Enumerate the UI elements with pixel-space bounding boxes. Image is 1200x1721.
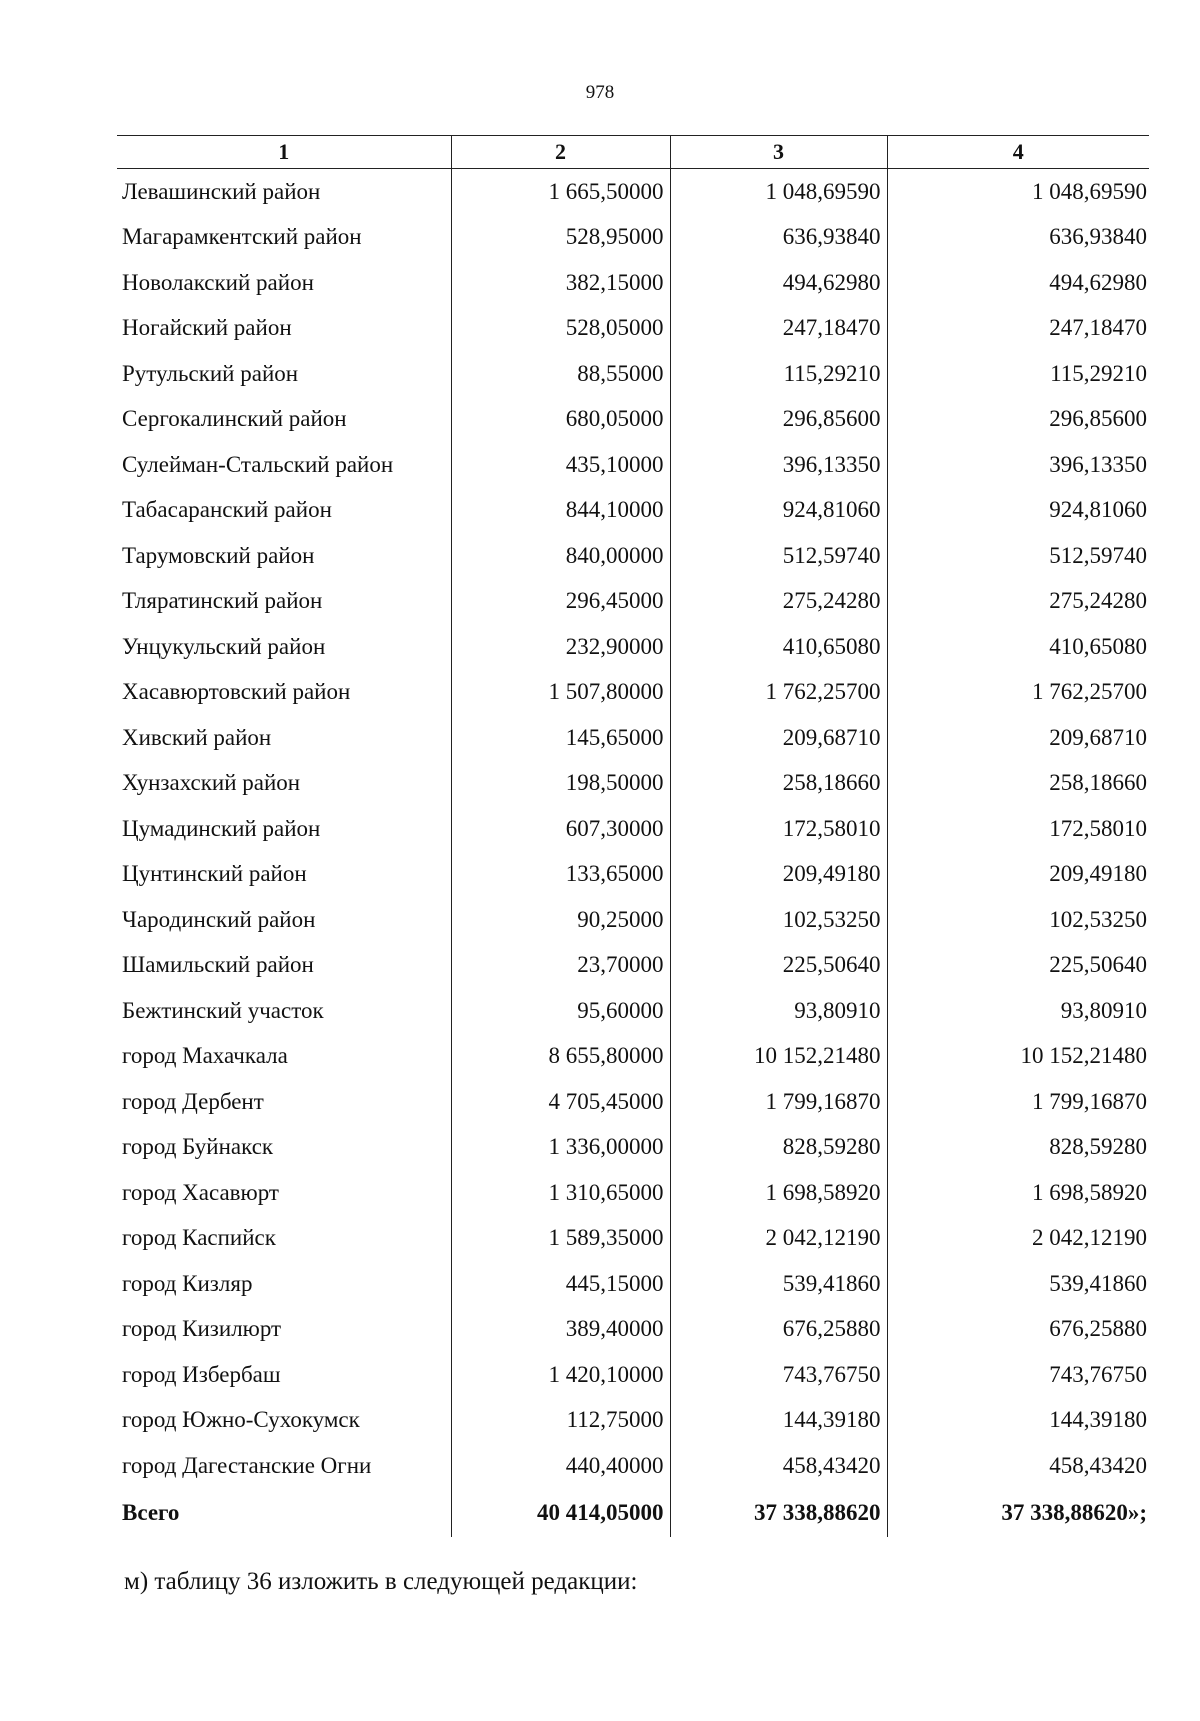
cell-col-2: 435,10000 — [451, 442, 670, 488]
cell-col-2: 88,55000 — [451, 351, 670, 397]
cell-col-2: 232,90000 — [451, 624, 670, 670]
cell-col-2: 95,60000 — [451, 988, 670, 1034]
cell-col-2: 112,75000 — [451, 1398, 670, 1444]
cell-col-4: 458,43420 — [887, 1443, 1149, 1489]
table-row — [117, 715, 1149, 761]
cell-col-4: 172,58010 — [887, 806, 1149, 852]
cell-col-3: 494,62980 — [670, 260, 887, 306]
cell-name: город Махачкала — [122, 1043, 288, 1069]
cell-col-2: 296,45000 — [451, 579, 670, 625]
cell-col-4: 539,41860 — [887, 1261, 1149, 1307]
cell-col-4: 676,25880 — [887, 1307, 1149, 1353]
cell-col-2: 1 420,10000 — [451, 1352, 670, 1398]
cell-col-2: 1 507,80000 — [451, 670, 670, 716]
table-row — [117, 1125, 1149, 1171]
cell-col-2: 440,40000 — [451, 1443, 670, 1489]
table-row — [117, 761, 1149, 807]
cell-col-4: 410,65080 — [887, 624, 1149, 670]
cell-col-4: 396,13350 — [887, 442, 1149, 488]
cell-col-3: 2 042,12190 — [670, 1216, 887, 1262]
cell-col-2: 840,00000 — [451, 533, 670, 579]
cell-col-4: 209,49180 — [887, 852, 1149, 898]
cell-col-3: 247,18470 — [670, 306, 887, 352]
table-row — [117, 488, 1149, 534]
table-row — [117, 533, 1149, 579]
table-row — [117, 624, 1149, 670]
cell-col-4: 144,39180 — [887, 1398, 1149, 1444]
cell-name: Левашинский район — [122, 178, 321, 204]
cell-name: Новолакский район — [122, 269, 314, 295]
cell-col-3: 258,18660 — [670, 761, 887, 807]
table-row — [117, 1261, 1149, 1307]
cell-name: Цумадинский район — [122, 815, 321, 841]
table-row — [117, 1170, 1149, 1216]
cell-col-3: 743,76750 — [670, 1352, 887, 1398]
cell-col-3: 396,13350 — [670, 442, 887, 488]
cell-col-3: 225,50640 — [670, 943, 887, 989]
cell-col-4: 828,59280 — [887, 1125, 1149, 1171]
cell-col-4: 494,62980 — [887, 260, 1149, 306]
cell-col-2: 680,05000 — [451, 397, 670, 443]
header-col-4: 4 — [887, 136, 1149, 169]
cell-col-4: 1 799,16870 — [887, 1079, 1149, 1125]
cell-col-3: 209,68710 — [670, 715, 887, 761]
total-cell-col-4: 37 338,88620»; — [887, 1489, 1149, 1537]
table-row — [117, 943, 1149, 989]
table-row — [117, 1216, 1149, 1262]
cell-col-3: 828,59280 — [670, 1125, 887, 1171]
cell-col-4: 1 762,25700 — [887, 670, 1149, 716]
table-row — [117, 1034, 1149, 1080]
cell-col-4: 258,18660 — [887, 761, 1149, 807]
cell-name: город Кизляр — [122, 1270, 253, 1296]
table-row — [117, 1398, 1149, 1444]
total-cell-col-2: 40 414,05000 — [451, 1489, 670, 1537]
cell-col-2: 528,95000 — [451, 215, 670, 261]
cell-name: город Каспийск — [122, 1225, 276, 1251]
cell-name: Ногайский район — [122, 315, 292, 341]
cell-col-3: 93,80910 — [670, 988, 887, 1034]
cell-name: город Кизилюрт — [122, 1316, 282, 1342]
cell-name: город Хасавюрт — [122, 1179, 279, 1205]
header-col-3: 3 — [670, 136, 887, 169]
cell-col-3: 676,25880 — [670, 1307, 887, 1353]
cell-col-4: 102,53250 — [887, 897, 1149, 943]
cell-col-3: 1 698,58920 — [670, 1170, 887, 1216]
cell-name: Чародинский район — [122, 906, 316, 932]
cell-col-4: 743,76750 — [887, 1352, 1149, 1398]
cell-name: Цунтинский район — [122, 861, 307, 887]
table-row — [117, 579, 1149, 625]
cell-name: город Дербент — [122, 1088, 264, 1114]
cell-col-4: 115,29210 — [887, 351, 1149, 397]
cell-name: Табасаранский район — [122, 497, 332, 523]
cell-col-4: 1 048,69590 — [887, 169, 1149, 215]
amendment-note: м) таблицу 36 изложить в следующей редакции: — [124, 1568, 638, 1595]
cell-col-3: 296,85600 — [670, 397, 887, 443]
table-body — [117, 169, 1149, 1537]
cell-col-3: 102,53250 — [670, 897, 887, 943]
cell-col-3: 512,59740 — [670, 533, 887, 579]
cell-col-4: 225,50640 — [887, 943, 1149, 989]
cell-col-4: 296,85600 — [887, 397, 1149, 443]
cell-col-2: 1 665,50000 — [451, 169, 670, 215]
cell-col-3: 636,93840 — [670, 215, 887, 261]
cell-col-3: 924,81060 — [670, 488, 887, 534]
cell-col-3: 275,24280 — [670, 579, 887, 625]
cell-col-3: 539,41860 — [670, 1261, 887, 1307]
cell-col-3: 115,29210 — [670, 351, 887, 397]
cell-col-3: 10 152,21480 — [670, 1034, 887, 1080]
cell-name: Сергокалинский район — [122, 406, 347, 432]
header-col-1: 1 — [117, 136, 451, 169]
table-row — [117, 260, 1149, 306]
cell-col-4: 636,93840 — [887, 215, 1149, 261]
cell-col-2: 389,40000 — [451, 1307, 670, 1353]
cell-col-3: 1 048,69590 — [670, 169, 887, 215]
cell-col-2: 607,30000 — [451, 806, 670, 852]
header-col-2: 2 — [451, 136, 670, 169]
cell-col-3: 144,39180 — [670, 1398, 887, 1444]
cell-name: город Дагестанские Огни — [122, 1452, 372, 1478]
table-row — [117, 806, 1149, 852]
table-row — [117, 306, 1149, 352]
cell-col-3: 458,43420 — [670, 1443, 887, 1489]
cell-name: город Буйнакск — [122, 1134, 274, 1160]
cell-col-3: 172,58010 — [670, 806, 887, 852]
cell-col-2: 23,70000 — [451, 943, 670, 989]
cell-col-2: 4 705,45000 — [451, 1079, 670, 1125]
cell-name: Сулейман-Стальский район — [122, 451, 394, 477]
cell-col-4: 93,80910 — [887, 988, 1149, 1034]
cell-name: Хунзахский район — [122, 770, 301, 796]
table-row — [117, 169, 1149, 215]
cell-name: Магарамкентский район — [122, 224, 362, 250]
cell-name: город Южно-Сухокумск — [122, 1407, 360, 1433]
cell-col-2: 8 655,80000 — [451, 1034, 670, 1080]
cell-col-4: 275,24280 — [887, 579, 1149, 625]
cell-col-4: 512,59740 — [887, 533, 1149, 579]
cell-name: Тляратинский район — [122, 588, 323, 614]
cell-col-4: 247,18470 — [887, 306, 1149, 352]
cell-col-3: 1 762,25700 — [670, 670, 887, 716]
table-row — [117, 215, 1149, 261]
cell-col-2: 1 589,35000 — [451, 1216, 670, 1262]
cell-col-4: 209,68710 — [887, 715, 1149, 761]
cell-name: Тарумовский район — [122, 542, 315, 568]
cell-col-3: 410,65080 — [670, 624, 887, 670]
cell-col-2: 145,65000 — [451, 715, 670, 761]
table-row — [117, 397, 1149, 443]
cell-col-2: 133,65000 — [451, 852, 670, 898]
table-header — [117, 136, 1149, 169]
cell-col-2: 90,25000 — [451, 897, 670, 943]
table-row — [117, 897, 1149, 943]
table-row — [117, 1079, 1149, 1125]
cell-col-4: 10 152,21480 — [887, 1034, 1149, 1080]
cell-col-3: 1 799,16870 — [670, 1079, 887, 1125]
total-row — [117, 1489, 1149, 1537]
table-row — [117, 351, 1149, 397]
cell-col-2: 1 336,00000 — [451, 1125, 670, 1171]
table-row — [117, 988, 1149, 1034]
table-row — [117, 1307, 1149, 1353]
budget-table — [117, 135, 1149, 1537]
table-row — [117, 1443, 1149, 1489]
cell-name: Бежтинский участок — [122, 997, 324, 1023]
table-row — [117, 852, 1149, 898]
total-label: Всего — [122, 1499, 180, 1525]
cell-col-2: 1 310,65000 — [451, 1170, 670, 1216]
cell-name: город Избербаш — [122, 1361, 281, 1387]
total-cell-col-3: 37 338,88620 — [670, 1489, 887, 1537]
cell-col-4: 2 042,12190 — [887, 1216, 1149, 1262]
cell-col-2: 198,50000 — [451, 761, 670, 807]
cell-name: Рутульский район — [122, 360, 299, 386]
cell-col-2: 844,10000 — [451, 488, 670, 534]
page-number: 978 — [585, 82, 615, 103]
cell-name: Шамильский район — [122, 952, 314, 978]
cell-col-4: 924,81060 — [887, 488, 1149, 534]
table-row — [117, 442, 1149, 488]
table-row — [117, 670, 1149, 716]
cell-name: Унцукульский район — [122, 633, 326, 659]
cell-name: Хасавюртовский район — [122, 679, 351, 705]
cell-col-3: 209,49180 — [670, 852, 887, 898]
table-row — [117, 1352, 1149, 1398]
cell-col-2: 445,15000 — [451, 1261, 670, 1307]
cell-name: Хивский район — [122, 724, 272, 750]
cell-col-2: 528,05000 — [451, 306, 670, 352]
cell-col-4: 1 698,58920 — [887, 1170, 1149, 1216]
cell-col-2: 382,15000 — [451, 260, 670, 306]
